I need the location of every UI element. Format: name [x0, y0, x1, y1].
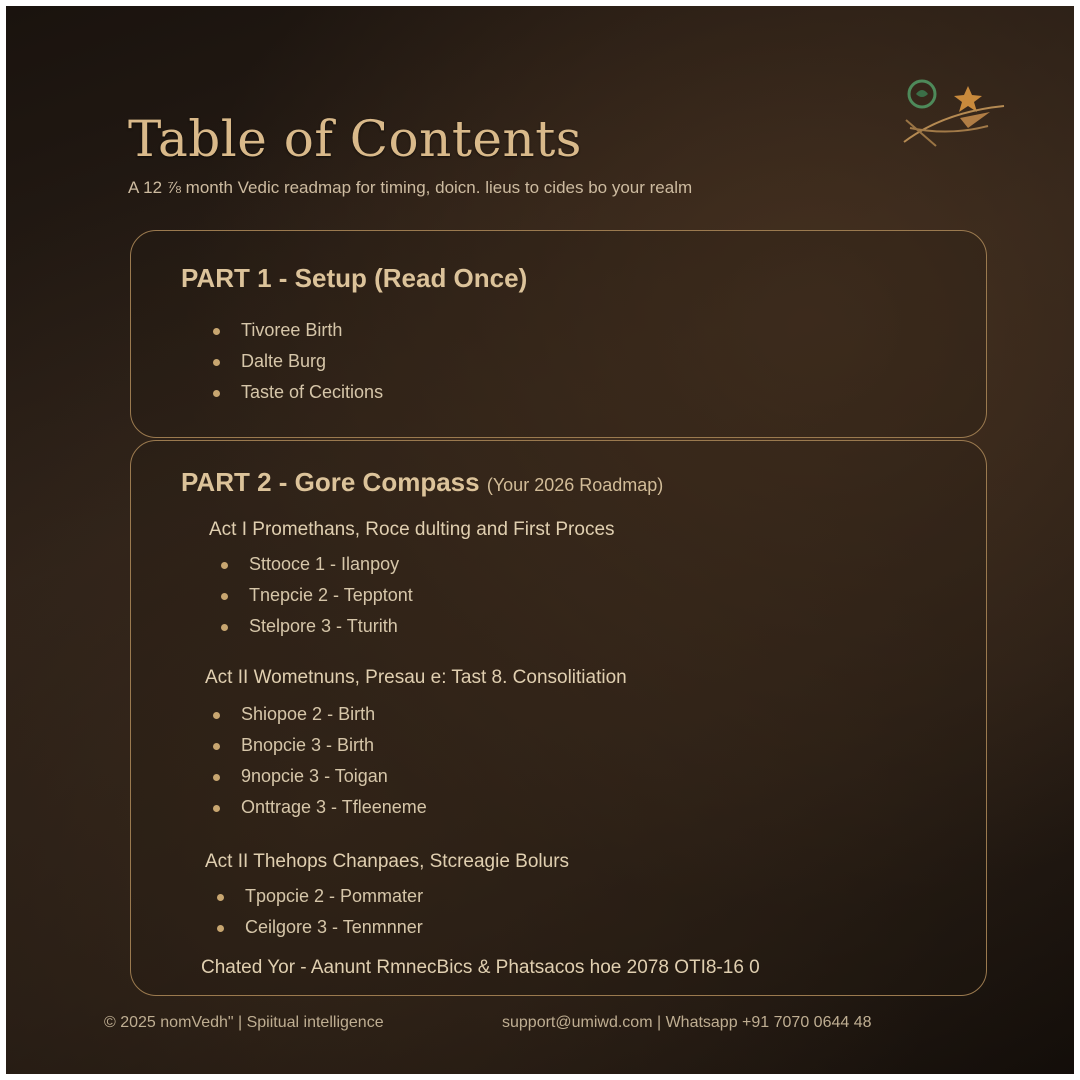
list-item: 9nopcie 3 - Toigan: [211, 761, 427, 792]
footer-copyright: © 2025 nomVedh" | Spiitual intelligence: [104, 1014, 384, 1031]
page-background: [6, 6, 1074, 1074]
part-1-panel: [130, 230, 987, 438]
part-1-title: PART 1 - Setup (Read Once): [181, 263, 528, 293]
act-1-title: Act I Promethans, Roce dulting and First Proces: [209, 519, 615, 540]
part-2-title-text: PART 2 - Gore Compass: [181, 467, 480, 497]
list-item: Tnepcie 2 - Tepptont: [219, 580, 413, 611]
list-item: Onttrage 3 - Tfleeneme: [211, 792, 427, 823]
part-2-title-note: (Your 2026 Roadmap): [486, 475, 664, 495]
list-item: Sttooce 1 - Ilanpoy: [219, 549, 413, 580]
list-item: Taste of Cecitions: [211, 377, 383, 408]
list-item: Bnopcie 3 - Birth: [211, 730, 427, 761]
act-3-title: Act II Thehops Chanpaes, Stcreagie Bolurs: [205, 851, 570, 872]
act-1-list: [219, 549, 413, 642]
list-item: Tivoree Birth: [211, 315, 383, 346]
list-item: Shiopoe 2 - Birth: [211, 699, 427, 730]
page-subtitle: A 12 ⅞ month Vedic readmap for timing, doicn. lieus to cides bo your realm: [128, 178, 693, 197]
page-title: Table of Contents: [128, 110, 582, 168]
part-1-list: [211, 315, 383, 408]
list-item: Stelpore 3 - Tturith: [219, 611, 413, 642]
part-2-panel: [130, 440, 987, 996]
act-2-title: Act II Wometnuns, Presau e: Tast 8. Consolitiation: [205, 667, 627, 688]
list-item: Tpopcie 2 - Pommater: [215, 881, 423, 912]
footer: [104, 1014, 1004, 1032]
closing-chapter: Chated Yor - Aanunt RmnecBics & Phatsacos hoe 2078 OTI8-16 0: [201, 957, 760, 978]
logo-emblem-icon: [896, 72, 1016, 162]
footer-contact: support@umiwd.com | Whatsapp +91 7070 0644 48: [502, 1014, 872, 1031]
act-2-list: [211, 699, 427, 823]
list-item: Dalte Burg: [211, 346, 383, 377]
list-item: Ceilgore 3 - Tenmnner: [215, 912, 423, 943]
act-3-list: [215, 881, 423, 943]
part-2-title: [181, 467, 663, 498]
